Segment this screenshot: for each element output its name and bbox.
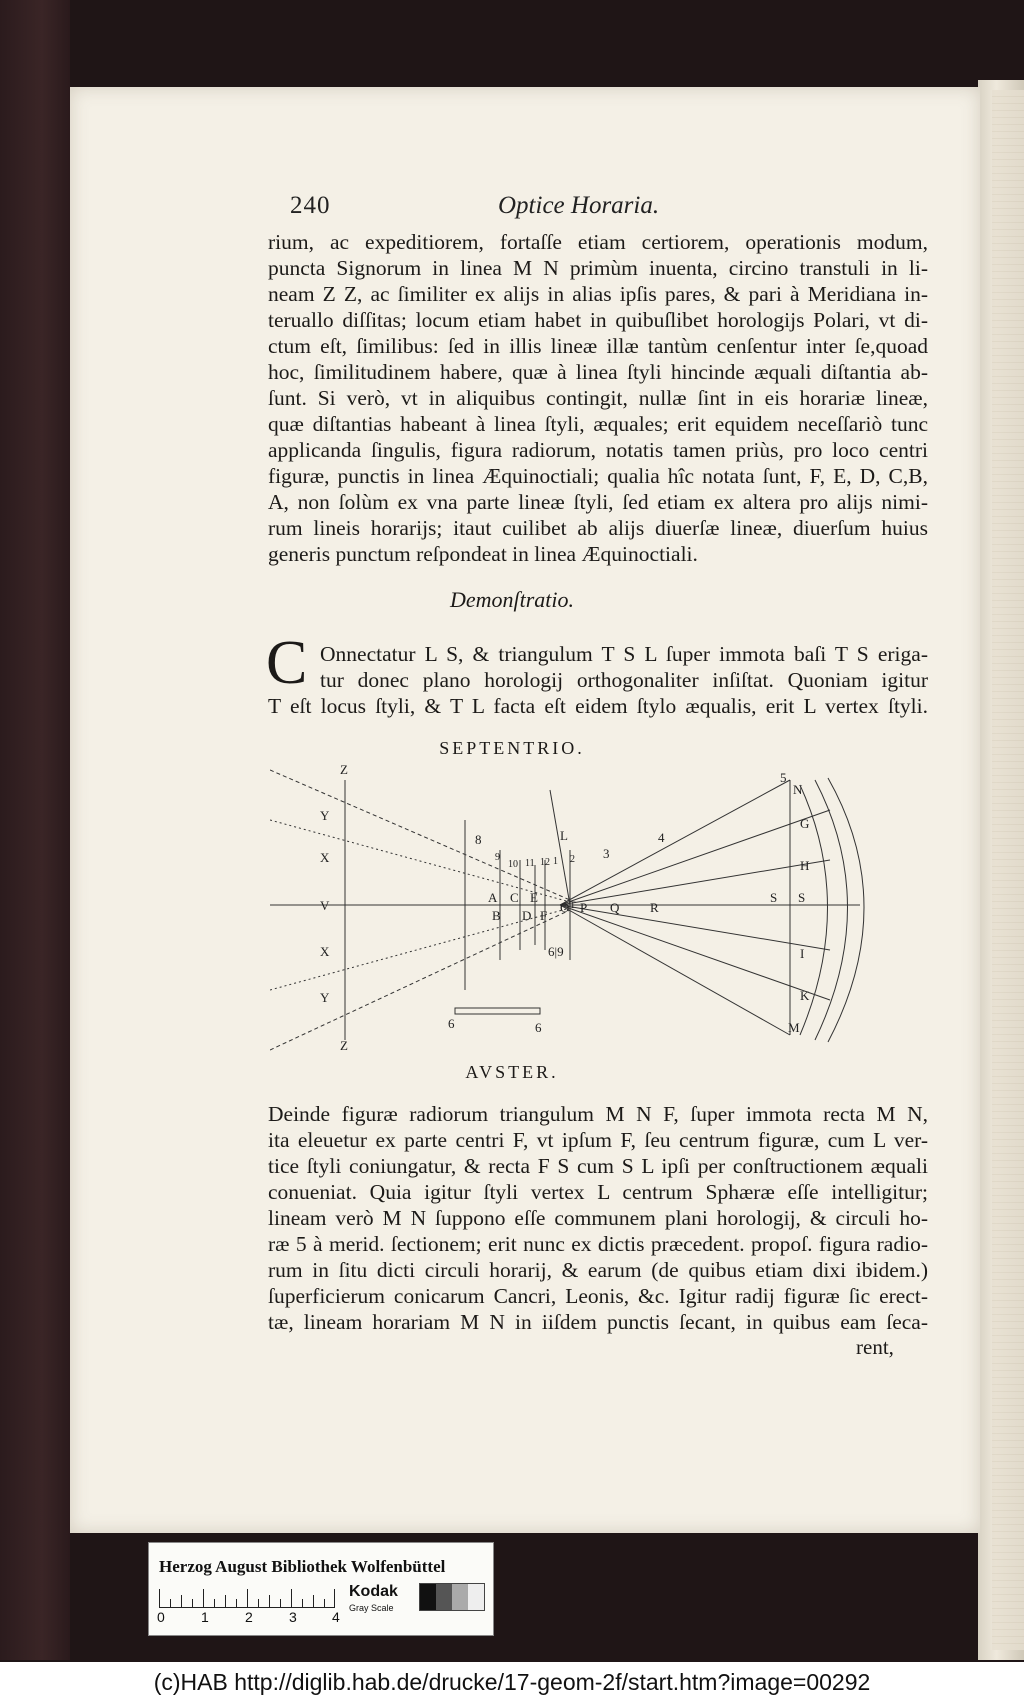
label: 9	[495, 852, 500, 863]
book-binding-left	[0, 0, 70, 1660]
label: D	[522, 908, 532, 923]
ruler-number: 2	[245, 1609, 253, 1625]
text-line: neam Z Z, ac ſimiliter ex alijs in alias ipſis pares, & pari à Meridiana in-	[268, 282, 928, 306]
text-line: rum in ſitu dicti circuli horarij, & earum (de quibus etiam dixi ibidem.)	[268, 1258, 928, 1282]
label: 6	[535, 1020, 542, 1035]
text-line: Deinde figuræ radiorum triangulum M N F, ſuper immota recta M N,	[268, 1102, 928, 1126]
drop-capital: C	[266, 629, 308, 697]
label: N	[793, 782, 803, 797]
diagram-label-north: SEPTENTRIO.	[439, 738, 585, 758]
scale-ruler	[159, 1589, 335, 1608]
text-line: applicanda ſingulis, figura radiorum, notatis tamen priùs, pro loco centri	[268, 438, 928, 462]
text-line: rum lineis horarijs; itaut cuilibet ab alijs diuerſæ lineæ, diuerſum huius	[268, 516, 928, 540]
label: I	[800, 946, 805, 961]
ruler-number: 3	[289, 1609, 297, 1625]
gray-swatches	[419, 1583, 485, 1611]
label: S	[770, 890, 778, 905]
page-number: 240	[290, 192, 331, 219]
label: C	[510, 890, 519, 905]
copyright-footer: (c)HAB http://diglib.hab.de/drucke/17-geom-2f/start.htm?image=00292	[0, 1662, 1024, 1702]
text-line: conueniat. Quia igitur ſtyli vertex L centrum Sphæræ eſſe intelligitur;	[268, 1180, 928, 1204]
text-line: tice ſtyli coniungatur, & recta F S cum S L ipſi per conſtructionem æquali	[268, 1154, 928, 1178]
label: R	[650, 900, 659, 915]
text-line: lineam verò M N ſuppono eſſe communem plani horologij, & circuli ho-	[268, 1206, 928, 1230]
label: P	[580, 900, 588, 915]
library-name: Herzog August Bibliothek Wolfenbüttel	[159, 1557, 446, 1576]
label: S	[798, 890, 806, 905]
label: L	[560, 828, 568, 843]
label: Z	[340, 762, 348, 777]
label: 8	[475, 832, 482, 847]
label: X	[320, 944, 330, 959]
text-line: quæ diſtantias habeant à linea ſtyli, æquales; erit equidem neceſſariò tunc	[268, 412, 928, 436]
text-line: A, non ſolùm ex vna parte lineæ ſtyli, ſed etiam ex altera pro alijs nimi-	[268, 490, 928, 514]
text-line: puncta Signorum in linea M N primùm inuenta, circino transtuli in li-	[268, 256, 928, 280]
running-title: Optice Horaria.	[498, 192, 660, 219]
label: Y	[320, 990, 330, 1005]
text-line: ita eleuetur ex parte centri F, vt ipſum F, ſeu centrum figuræ, cum L ver-	[268, 1128, 928, 1152]
label: Q	[610, 900, 620, 915]
label: Y	[320, 808, 330, 823]
label: 11	[525, 858, 535, 869]
label: T	[570, 900, 576, 910]
label: F	[540, 908, 548, 923]
label: E	[530, 890, 538, 905]
text-line: tæ, lineam horariam M N in iiſdem punctis ſecant, in quibus eam ſeca-	[268, 1310, 928, 1334]
text-line: hoc, ſimilitudinem habere, quæ à linea ſtyli hincinde æquali diſtantia ab-	[268, 360, 928, 384]
ray	[270, 770, 570, 900]
text-line: figuræ, punctis in linea Æquinoctiali; qualia hîc notata ſunt, F, E, D, C,B,	[268, 464, 928, 488]
text-line: Onnectatur L S, & triangulum T S L ſuper immota baſi T S eriga-	[320, 642, 928, 666]
text-line: ctum eſt, ſimilibus: ſed in illis lineæ illæ tantùm cenſentur inter ſe,quoad	[268, 334, 928, 358]
label: Z	[340, 1038, 348, 1053]
text-line: ſuperficierum conicarum Cancri, Leonis, &c. Igitur radij figuræ ſic erect-	[268, 1284, 928, 1308]
ruler-number: 4	[332, 1609, 340, 1625]
label: 3	[603, 846, 610, 861]
sundial-diagram	[270, 760, 930, 1060]
color-reference-card	[148, 1542, 494, 1636]
text-line: rium, ac expeditiorem, fortaſſe etiam certiorem, operationis modum,	[268, 230, 928, 254]
text-line: teruallo diſſitas; locum etiam habet in quibuſlibet horologijs Polari, vt di-	[268, 308, 928, 332]
label: G	[800, 816, 810, 831]
kodak-logo: Kodak	[349, 1583, 398, 1600]
label: X	[320, 850, 330, 865]
circle-arc	[815, 780, 848, 1040]
label: 4	[658, 830, 665, 845]
label: H	[800, 858, 810, 873]
label: 2	[570, 854, 575, 865]
catchword: rent,	[856, 1335, 894, 1359]
text-line: ſunt. Si verò, vt in aliquibus contingit, nullæ ſint in eis horariæ lineæ,	[268, 386, 928, 410]
label: V	[320, 898, 330, 913]
ruler-number: 1	[201, 1609, 209, 1625]
label: O	[560, 900, 570, 915]
label: A	[488, 890, 498, 905]
scale-bar	[455, 1008, 540, 1014]
text-line: ræ 5 à merid. ſectionem; erit nunc ex dictis præcedent. propoſ. figura radio-	[268, 1232, 928, 1256]
ray	[270, 910, 570, 1050]
style-line	[550, 790, 570, 905]
gray-scale-label: Gray Scale	[349, 1603, 394, 1613]
ruler-number: 0	[157, 1609, 165, 1625]
label: 12	[540, 857, 550, 868]
text-line: generis punctum reſpondeat in linea Æquinoctiali.	[268, 542, 698, 566]
section-heading: Demonſtratio.	[449, 587, 575, 612]
label: B	[492, 908, 501, 923]
page-header	[290, 192, 660, 220]
circle-arc	[828, 778, 864, 1042]
text-line: tur donec plano horologij orthogonaliter inſiſtat. Quoniam igitur	[320, 668, 928, 692]
diagram-label-south: AVSTER.	[465, 1062, 559, 1082]
label: K	[800, 988, 810, 1003]
text-line: T eſt locus ſtyli, & T L facta eſt eidem ſtylo æqualis, erit L vertex ſtyli.	[268, 694, 928, 718]
label: M	[788, 1020, 800, 1035]
label: 6	[448, 1016, 455, 1031]
label: 1	[553, 856, 558, 867]
label: 5	[780, 770, 787, 785]
label: 10	[508, 859, 518, 870]
label: 6|9	[548, 944, 564, 959]
page-stack-edge	[992, 90, 1024, 1650]
